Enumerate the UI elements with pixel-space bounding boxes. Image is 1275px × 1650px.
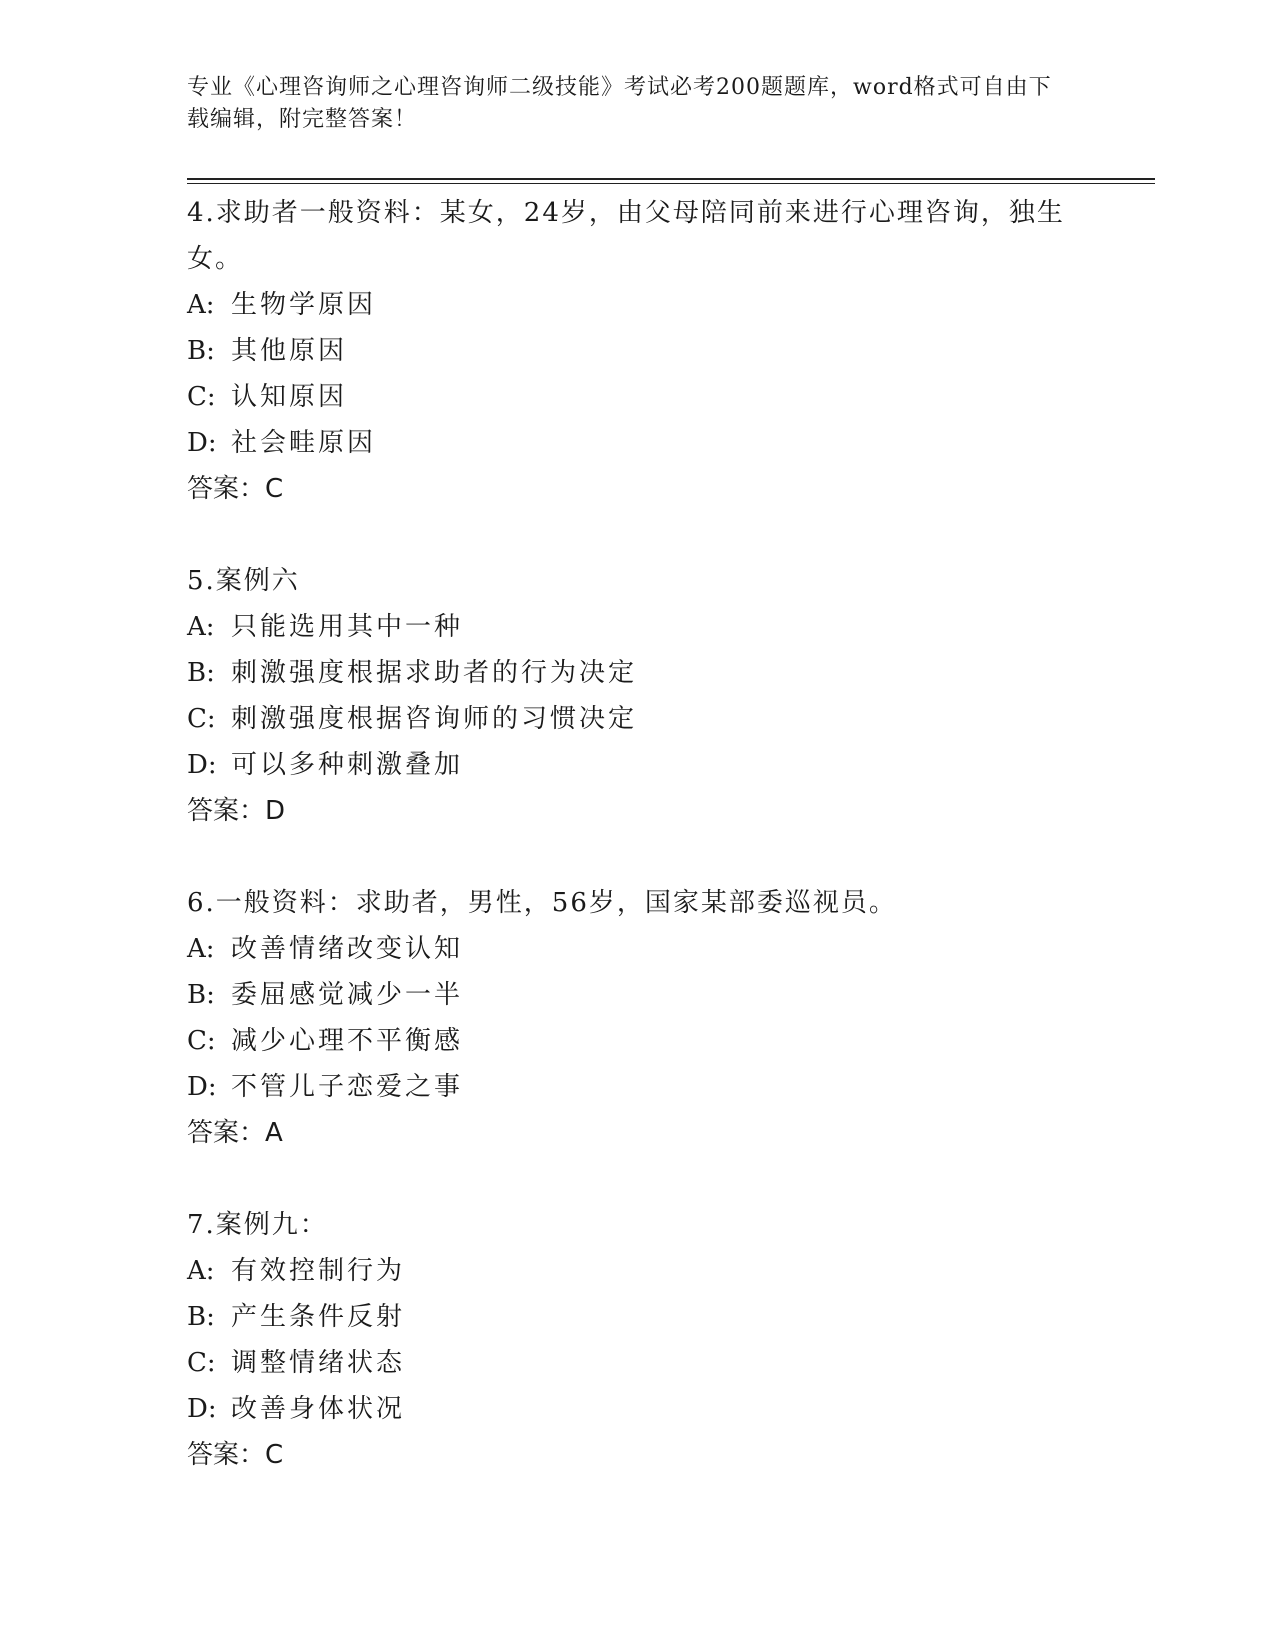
option-c	[187, 374, 1087, 420]
question-stem: 5.案例六	[187, 566, 300, 596]
option-letter: C:	[187, 704, 216, 734]
option-b	[187, 328, 1087, 374]
question-stem: 4.求助者一般资料：某女，24岁，由父母陪同前来进行心理咨询，独生女。	[187, 198, 1065, 274]
option-b	[187, 1294, 1087, 1340]
option-a	[187, 926, 1087, 972]
option-a	[187, 604, 1087, 650]
option-letter: A:	[187, 934, 215, 964]
option-letter: D:	[187, 1394, 217, 1424]
option-c	[187, 1018, 1087, 1064]
answer-label: 答案：	[187, 796, 266, 826]
option-letter: C:	[187, 1026, 216, 1056]
option-letter: C:	[187, 382, 216, 412]
question-6	[187, 880, 1087, 1156]
question-list	[187, 190, 1087, 1524]
option-d	[187, 1064, 1087, 1110]
option-letter: A:	[187, 1256, 215, 1286]
option-d	[187, 420, 1087, 466]
option-letter: B:	[187, 658, 215, 688]
option-text: 生物学原因	[231, 290, 377, 320]
answer-label: 答案：	[187, 1118, 266, 1148]
option-text: 委屈感觉减少一半	[231, 980, 464, 1010]
option-text: 改善情绪改变认知	[231, 934, 464, 964]
option-d	[187, 1386, 1087, 1432]
answer-value: C	[265, 1440, 284, 1470]
option-letter: D:	[187, 1072, 217, 1102]
option-d	[187, 742, 1087, 788]
option-text: 刺激强度根据求助者的行为决定	[231, 658, 638, 688]
option-letter: B:	[187, 1302, 215, 1332]
option-text: 刺激强度根据咨询师的习惯决定	[231, 704, 638, 734]
option-text: 改善身体状况	[231, 1394, 406, 1424]
option-letter: D:	[187, 750, 217, 780]
option-text: 减少心理不平衡感	[231, 1026, 464, 1056]
option-letter: A:	[187, 290, 215, 320]
option-letter: C:	[187, 1348, 216, 1378]
option-text: 只能选用其中一种	[231, 612, 464, 642]
option-c	[187, 696, 1087, 742]
option-text: 可以多种刺激叠加	[231, 750, 464, 780]
question-5	[187, 558, 1087, 834]
question-4	[187, 190, 1087, 512]
option-letter: A:	[187, 612, 215, 642]
option-letter: B:	[187, 336, 215, 366]
option-text: 不管儿子恋爱之事	[231, 1072, 464, 1102]
option-text: 有效控制行为	[231, 1256, 406, 1286]
option-text: 其他原因	[231, 336, 348, 366]
header-divider-thick	[187, 178, 1155, 180]
question-7	[187, 1202, 1087, 1478]
answer-line	[187, 788, 1087, 834]
answer-value: C	[265, 474, 284, 504]
answer-value: D	[265, 796, 286, 826]
question-stem: 6.一般资料：求助者，男性，56岁，国家某部委巡视员。	[187, 888, 897, 918]
option-a	[187, 1248, 1087, 1294]
option-letter: D:	[187, 428, 217, 458]
option-b	[187, 650, 1087, 696]
answer-value: A	[265, 1118, 283, 1148]
answer-label: 答案：	[187, 474, 266, 504]
option-letter: B:	[187, 980, 215, 1010]
option-text: 认知原因	[231, 382, 348, 412]
answer-line	[187, 1110, 1087, 1156]
answer-line	[187, 1432, 1087, 1478]
option-a	[187, 282, 1087, 328]
answer-label: 答案：	[187, 1440, 266, 1470]
answer-line	[187, 466, 1087, 512]
option-text: 社会畦原因	[231, 428, 377, 458]
question-stem: 7.案例九：	[187, 1210, 328, 1240]
header-divider-thin	[187, 183, 1155, 184]
option-text: 产生条件反射	[231, 1302, 406, 1332]
document-header: 专业《心理咨询师之心理咨询师二级技能》考试必考200题题库，word格式可自由下载编辑，附完整答案！	[187, 75, 1052, 132]
option-c	[187, 1340, 1087, 1386]
option-b	[187, 972, 1087, 1018]
option-text: 调整情绪状态	[231, 1348, 406, 1378]
